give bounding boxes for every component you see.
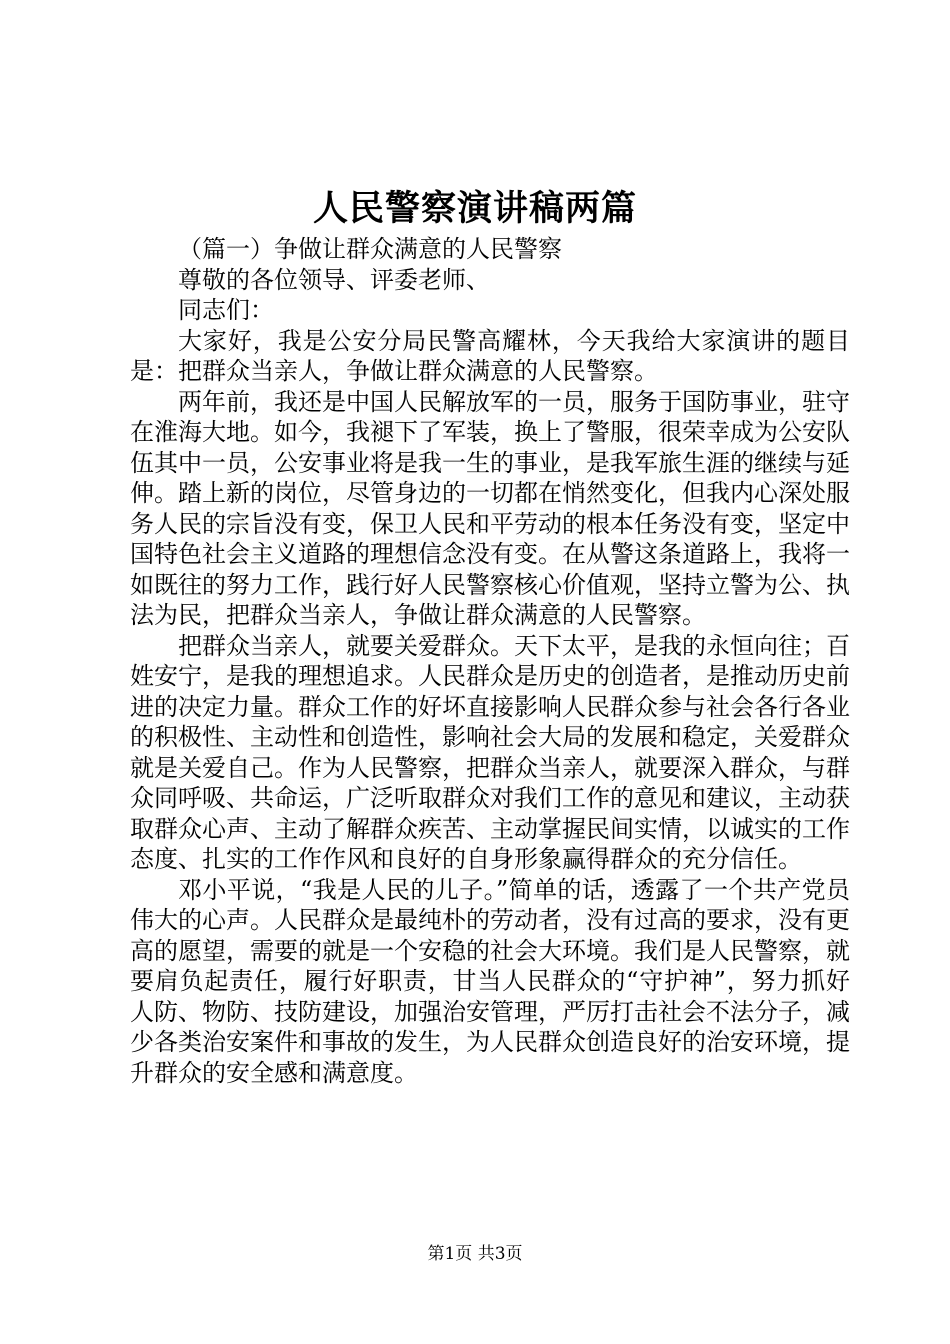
salutation-line: 尊敬的各位领导、评委老师、	[178, 265, 490, 294]
document-body	[130, 234, 850, 1088]
body-paragraph: 大家好，我是公安分局民警高耀林，今天我给大家演讲的题目是：把群众当亲人，争做让群众满意的人民警察。	[130, 326, 850, 385]
page-footer: 第1页 共3页	[427, 1244, 523, 1264]
salutation-line: 同志们：	[178, 296, 274, 324]
body-paragraph: 两年前，我还是中国人民解放军的一员，服务于国防事业，驻守在淮海大地。如今，我褪下了军装，换上了警服，很荣幸成为公安队伍其中一员，公安事业将是我一生的事业，是我军旅生涯的继续与延伸。踏上新的岗位，尽管身边的一切都在悄然变化，但我内心深处服务人民的宗旨没有变，保卫人民和平劳动的根本任务没有变，坚定中国特色社会主义道路的理想信念没有变。在从警这条道路上，我将一如既往的努力工作，践行好人民警察核心价值观，坚持立警为公、执法为民，把群众当亲人，争做让群众满意的人民警察。	[130, 387, 850, 629]
document-title: 人民警察演讲稿两篇	[312, 188, 637, 229]
body-paragraph: 把群众当亲人，就要关爱群众。天下太平，是我的永恒向往；百姓安宁，是我的理想追求。人民群众是历史的创造者，是推动历史前进的决定力量。群众工作的好坏直接影响人民群众参与社会各行各业的积极性、主动性和创造性，影响社会大局的发展和稳定，关爱群众就是关爱自己。作为人民警察，把群众当亲人，就要深入群众，与群众同呼吸、共命运，广泛听取群众对我们工作的意见和建议，主动获取群众心声、主动了解群众疾苦、主动掌握民间实情，以诚实的工作态度、扎实的工作作风和良好的自身形象赢得群众的充分信任。	[130, 631, 850, 873]
body-paragraph: 邓小平说，“我是人民的儿子。”简单的话，透露了一个共产党员伟大的心声。人民群众是最纯朴的劳动者，没有过高的要求，没有更高的愿望，需要的就是一个安稳的社会大环境。我们是人民警察，就要肩负起责任，履行好职责，甘当人民群众的“守护神”，努力抓好人防、物防、技防建设，加强治安管理，严厉打击社会不法分子，减少各类治安案件和事故的发生，为人民群众创造良好的治安环境，提升群众的安全感和满意度。	[130, 875, 850, 1087]
section-heading: （篇一）争做让群众满意的人民警察	[178, 235, 562, 263]
